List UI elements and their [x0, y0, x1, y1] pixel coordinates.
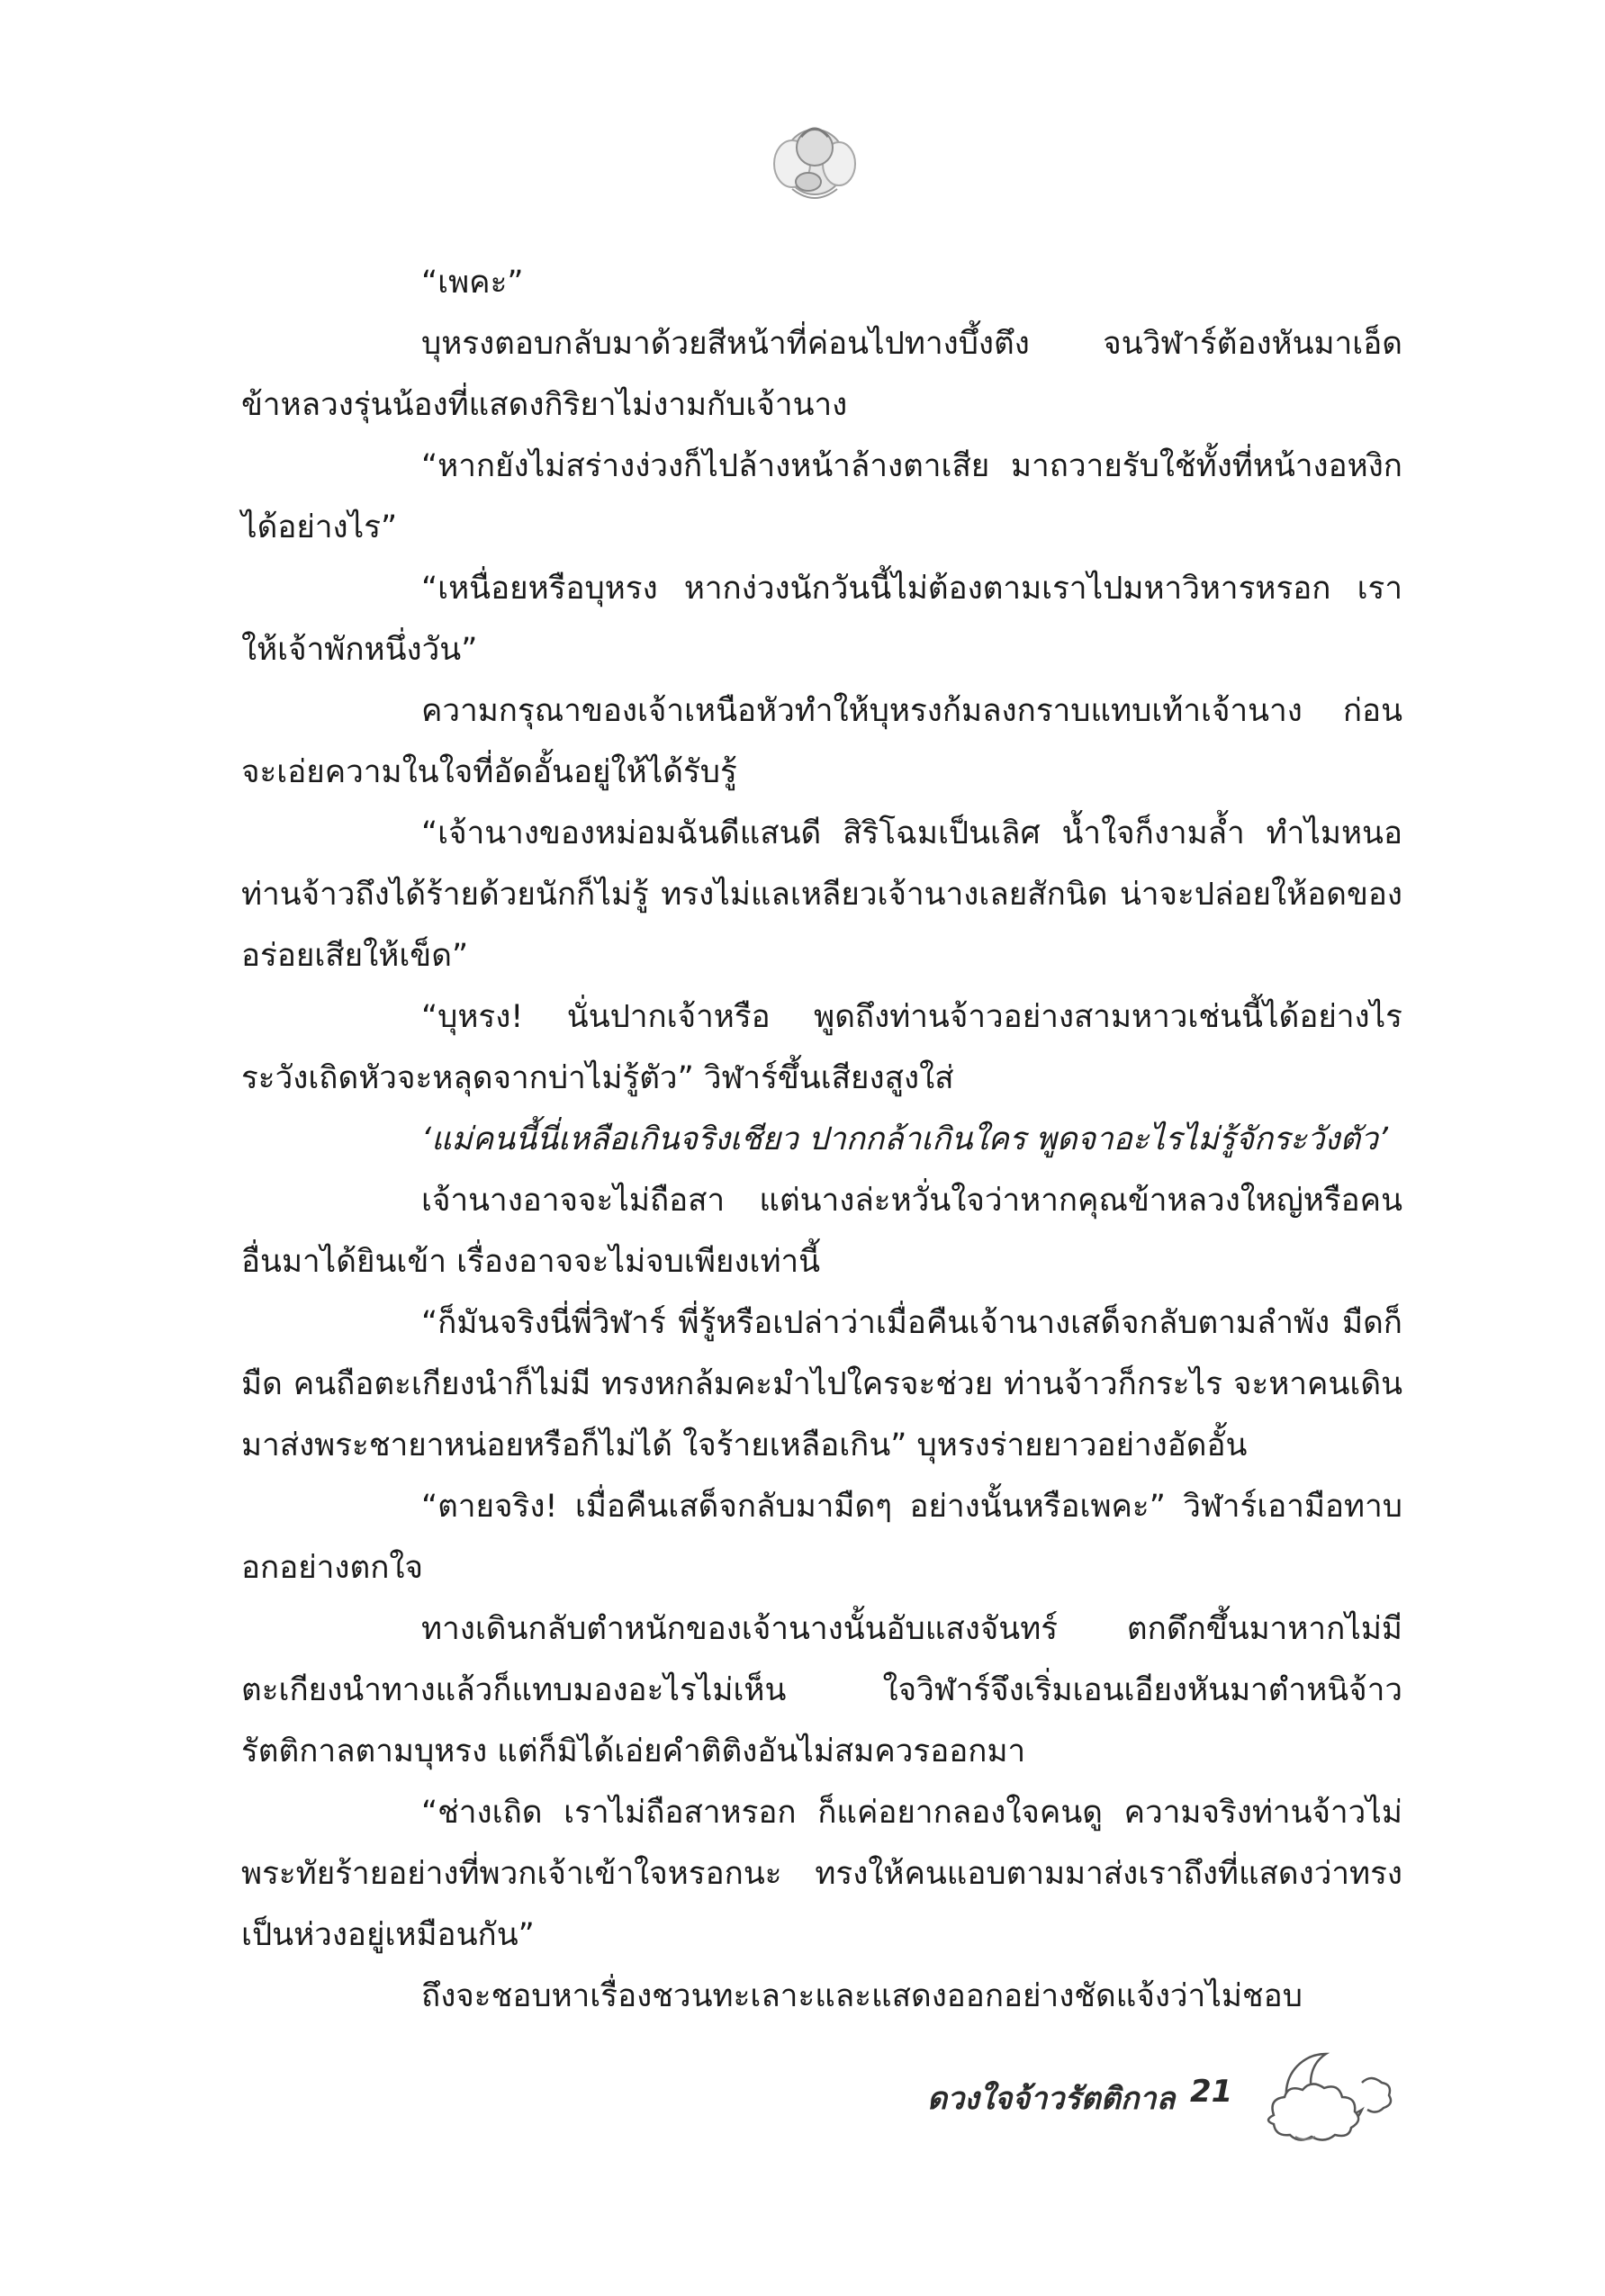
paragraph: เจ้านางอาจจะไม่ถือสา แต่นางล่ะหวั่นใจว่าหากคุณข้าหลวงใหญ่หรือคนอื่นมาได้ยินเข้า เรื่องอาจจะไม่จบเพียงเท่านี้	[241, 1183, 1402, 1280]
paragraph: “ก็มันจริงนี่พี่วิฬาร์ พี่รู้หรือเปล่าว่าเมื่อคืนเจ้านางเสด็จกลับตามลำพัง มืดก็มืด คนถือตะเกียงนำก็ไม่มี ทรงหกล้มคะมำไปใครจะช่วย ท่านจ้าวก็กระไร จะหาคนเดินมาส่งพระชายาหน่อยหรือก็ไม่ได้ ใจร้ายเหลือเกิน” บุหรงร่ายยาวอย่างอัดอั้น	[241, 1305, 1402, 1463]
paragraph: ทางเดินกลับตำหนักของเจ้านางนั้นอับแสงจันทร์ ตกดึกขึ้นมาหากไม่มีตะเกียงนำทางแล้วก็แทบมองอะไรไม่เห็น ใจวิฬาร์จึงเริ่มเอนเอียงหันมาตำหนิจ้าวรัตติกาลตามบุหรง แต่ก็มิได้เอ่ยคำติติงอันไม่สมควรออกมา	[241, 1611, 1402, 1769]
paragraph: “เจ้านางของหม่อมฉันดีแสนดี สิริโฉมเป็นเลิศ น้ำใจก็งามล้ำ ทำไมหนอท่านจ้าวถึงได้ร้ายด้วยนักก็ไม่รู้ ทรงไม่แลเหลียวเจ้านางเลยสักนิด น่าจะปล่อยให้อดของอร่อยเสียให้เข็ด”	[241, 815, 1402, 974]
book-title: ดวงใจจ้าวรัตติกาล	[927, 2081, 1176, 2117]
paragraph: “ช่างเถิด เราไม่ถือสาหรอก ก็แค่อยากลองใจคนดู ความจริงท่านจ้าวไม่พระทัยร้ายอย่างที่พวกเจ้าเข้าใจหรอกนะ ทรงให้คนแอบตามมาส่งเราถึงที่แสดงว่าทรงเป็นห่วงอยู่เหมือนกัน”	[241, 1795, 1402, 1953]
story-text	[241, 252, 1402, 2027]
inner-thought-paragraph: ‘แม่คนนี้นี่เหลือเกินจริงเชียว ปากกล้าเกินใคร พูดจาอะไรไม่รู้จักระวังตัว’	[421, 1121, 1388, 1157]
paragraph: ความกรุณาของเจ้าเหนือหัวทำให้บุหรงก้มลงกราบแทบเท้าเจ้านาง ก่อนจะเอ่ยความในใจที่อัดอั้นอยู่ให้ได้รับรู้	[241, 693, 1402, 790]
paragraph: “บุหรง! นั่นปากเจ้าหรือ พูดถึงท่านจ้าวอย่างสามหาวเช่นนี้ได้อย่างไร ระวังเถิดหัวจะหลุดจากบ่าไม่รู้ตัว” วิฬาร์ขึ้นเสียงสูงใส่	[241, 999, 1402, 1096]
paragraph: “ตายจริง! เมื่อคืนเสด็จกลับมามืดๆ อย่างนั้นหรือเพคะ” วิฬาร์เอามือทาบอกอย่างตกใจ	[241, 1489, 1402, 1586]
paragraph: ถึงจะชอบหาเรื่องชวนทะเลาะและแสดงออกอย่างชัดแจ้งว่าไม่ชอบ	[421, 1978, 1303, 2014]
paragraph: “เหนื่อยหรือบุหรง หากง่วงนักวันนี้ไม่ต้องตามเราไปมหาวิหารหรอก เราให้เจ้าพักหนึ่งวัน”	[241, 571, 1402, 668]
angel-cherub-icon	[756, 110, 873, 209]
paragraph: “เพคะ”	[421, 265, 524, 301]
page-footer	[0, 2043, 1605, 2151]
crescent-moon-cloud-icon	[1256, 2043, 1400, 2151]
page-number: 21	[1190, 2074, 1233, 2110]
paragraph: บุหรงตอบกลับมาด้วยสีหน้าที่ค่อนไปทางบึ้งตึง จนวิฬาร์ต้องหันมาเอ็ดข้าหลวงรุ่นน้องที่แสดงกิริยาไม่งามกับเจ้านาง	[241, 326, 1402, 423]
paragraph: “หากยังไม่สร่างง่วงก็ไปล้างหน้าล้างตาเสีย มาถวายรับใช้ทั้งที่หน้างอหงิกได้อย่างไร”	[241, 448, 1402, 545]
